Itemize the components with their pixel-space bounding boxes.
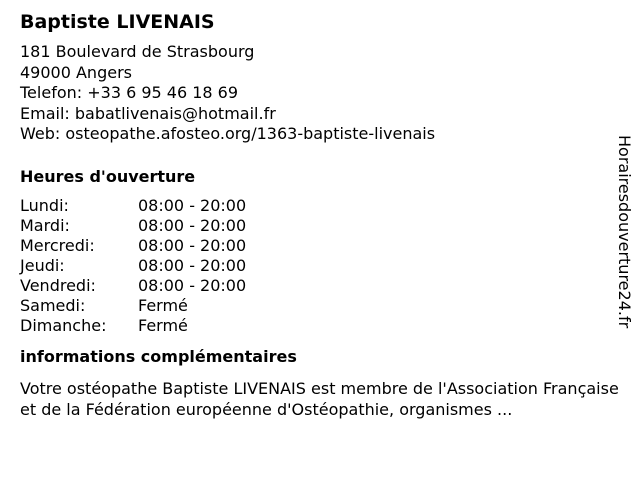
hours-row-thursday bbox=[20, 256, 620, 276]
hours-row-saturday bbox=[20, 296, 620, 316]
info-heading: informations complémentaires bbox=[20, 346, 297, 366]
address-street: 181 Boulevard de Strasbourg bbox=[20, 42, 255, 61]
hours-row-tuesday bbox=[20, 216, 620, 236]
address-city: 49000 Angers bbox=[20, 62, 132, 82]
contact-block bbox=[20, 42, 620, 145]
email-address: Email: babatlivenais@hotmail.fr bbox=[20, 103, 276, 123]
hours-row-monday bbox=[20, 196, 620, 216]
hours-heading: Heures d'ouverture bbox=[20, 166, 196, 186]
site-watermark: Horairesdouverture24.fr bbox=[615, 135, 634, 329]
time-value: 08:00 - 20:00 bbox=[138, 215, 247, 235]
day-label: Dimanche: bbox=[20, 315, 107, 335]
business-card bbox=[20, 10, 620, 420]
day-label: Mercredi: bbox=[20, 235, 95, 255]
day-label: Vendredi: bbox=[20, 275, 96, 295]
hours-row-wednesday bbox=[20, 236, 620, 256]
time-value: 08:00 - 20:00 bbox=[138, 275, 247, 295]
hours-row-sunday bbox=[20, 316, 620, 336]
day-label: Mardi: bbox=[20, 215, 70, 235]
day-label: Samedi: bbox=[20, 295, 86, 315]
time-value: 08:00 - 20:00 bbox=[138, 255, 247, 275]
time-value: Fermé bbox=[138, 295, 188, 315]
website-url: Web: osteopathe.afosteo.org/1363-baptiste-livenais bbox=[20, 124, 436, 143]
day-label: Jeudi: bbox=[20, 255, 65, 275]
hours-row-friday bbox=[20, 276, 620, 296]
day-label: Lundi: bbox=[20, 195, 69, 215]
time-value: Fermé bbox=[138, 315, 188, 335]
time-value: 08:00 - 20:00 bbox=[138, 235, 247, 255]
info-description: Votre ostéopathe Baptiste LIVENAIS est membre de l'Association Française et de la Fédération européenne d'Ostéopathie, organismes ... bbox=[20, 378, 619, 419]
phone-number: Telefon: +33 6 95 46 18 69 bbox=[20, 83, 239, 102]
business-name: Baptiste LIVENAIS bbox=[20, 11, 215, 33]
opening-hours-table bbox=[20, 196, 620, 336]
time-value: 08:00 - 20:00 bbox=[138, 195, 247, 215]
